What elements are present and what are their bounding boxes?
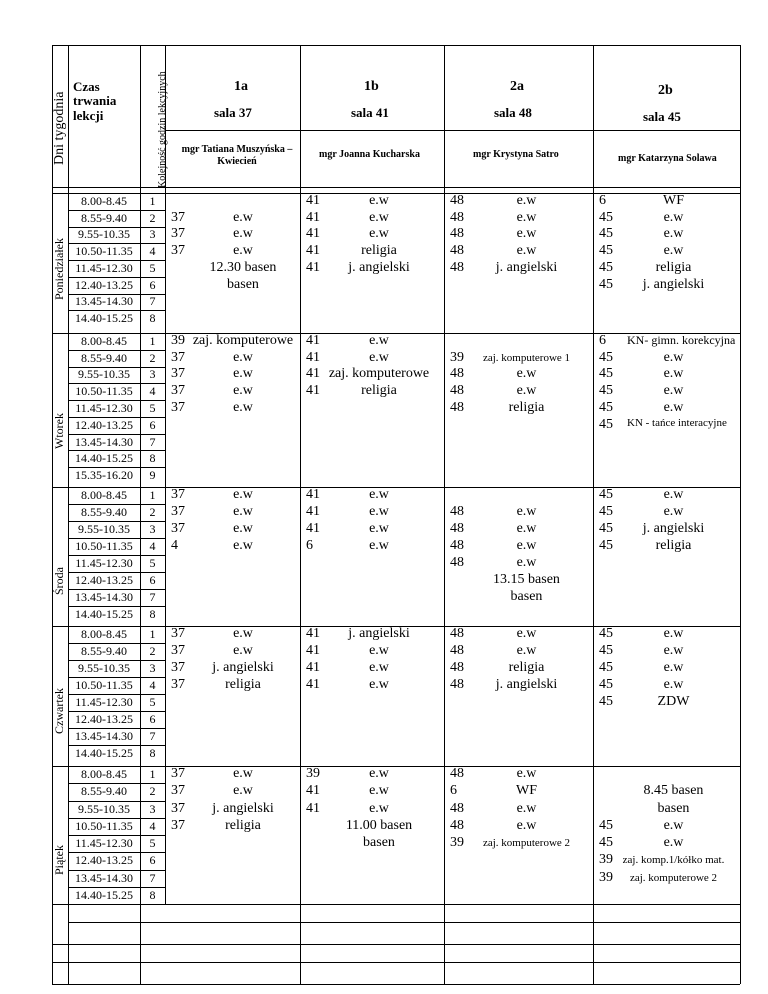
subject-cell: e.w [369,226,389,242]
lesson-number-cell: 8 [149,887,156,902]
subject-cell: j. angielski [348,626,410,641]
lesson-number-cell: 6 [149,277,156,292]
lesson-number-cell: 7 [149,434,156,449]
subject-cell: e.w [663,366,684,382]
room-cell: 45 [599,209,613,225]
room-cell: 45 [599,349,613,365]
room-cell: 45 [599,643,613,658]
subject-cell: e.w [663,349,684,365]
lesson-number-cell: 5 [149,836,156,851]
room-cell: 45 [599,400,613,415]
subject-cell: 12.30 basen [209,259,277,275]
subject-cell: basen [657,800,690,816]
subject-cell: 13.15 basen [493,572,560,587]
room-cell: 37 [171,783,185,799]
time-cell: 8.55-9.40 [81,644,127,658]
subject-cell: e.w [663,835,684,851]
days-column-header: Dni tygodnia [52,91,67,165]
lesson-number-cell: 6 [149,417,156,432]
time-cell: 11.45-12.30 [75,401,133,415]
room-cell: 41 [306,209,320,225]
time-cell: 9.55-10.35 [78,801,130,816]
time-cell: 8.00-8.45 [81,488,127,502]
subject-cell: e.w [369,766,389,782]
subject-cell: e.w [516,521,537,536]
room-cell: 48 [450,209,464,225]
day-name: Piątek [52,845,66,875]
room-cell: 41 [306,332,320,348]
room-cell: 37 [171,504,185,519]
room-cell: 37 [171,643,185,658]
room-cell: 41 [306,677,320,692]
lesson-number-cell: 9 [149,468,156,483]
class-2a-name: 2a [510,79,524,94]
time-cell: 9.55-10.35 [78,522,130,536]
lesson-number-cell: 7 [149,294,156,309]
lesson-number-cell: 7 [149,870,156,885]
lesson-number-cell: 4 [149,384,156,399]
subject-cell: j. angielski [348,259,410,275]
room-cell: 6 [599,192,606,208]
room-cell: 39 [306,766,320,782]
room-cell: 48 [450,259,464,275]
room-cell: 37 [171,800,185,816]
subject-cell: e.w [663,383,684,399]
subject-cell: e.w [369,783,389,799]
room-cell: 45 [599,817,613,833]
subject-cell: zaj. komputerowe 2 [482,837,571,850]
subject-cell: e.w [516,643,537,658]
lesson-number-cell: 6 [149,573,156,587]
room-cell: 48 [450,555,464,570]
lesson-number-cell: 3 [149,661,156,675]
subject-cell: e.w [663,660,684,675]
lesson-number-cell: 5 [149,401,156,415]
room-cell: 48 [450,626,464,641]
room-cell: 41 [306,366,320,382]
subject-cell: j. angielski [642,276,705,292]
lesson-number-cell: 3 [149,227,156,242]
time-cell: 14.40-15.25 [75,607,133,621]
time-cell: 8.00-8.45 [81,627,127,641]
room-cell: 45 [599,259,613,275]
class-2a-room: sala 48 [494,105,532,120]
room-cell: 41 [306,626,320,641]
time-cell: 10.50-11.35 [75,244,133,259]
room-cell: 45 [599,504,613,519]
subject-cell: e.w [369,332,389,348]
room-cell: 45 [599,383,613,399]
time-cell: 13.45-14.30 [75,294,133,309]
subject-cell: religia [508,400,545,415]
subject-cell: e.w [516,800,537,816]
time-cell: 8.55-9.40 [81,784,127,799]
room-cell: 41 [306,660,320,675]
room-cell: 41 [306,504,320,519]
room-cell: 48 [450,800,464,816]
lesson-number-cell: 3 [149,367,156,382]
subject-cell: e.w [233,209,253,225]
subject-cell: j. angielski [642,521,705,536]
room-cell: 48 [450,521,464,536]
subject-cell: religia [225,677,261,692]
room-cell: 48 [450,660,464,675]
class-1b-room: sala 41 [351,105,389,120]
lesson-number-cell: 1 [149,767,156,782]
day-name: Środa [52,567,66,595]
subject-cell: e.w [516,366,537,382]
room-cell: 39 [450,835,464,851]
time-cell: 9.55-10.35 [78,227,130,242]
room-cell: 37 [171,766,185,782]
room-cell: 6 [450,783,457,799]
subject-cell: e.w [233,521,253,536]
time-cell: 10.50-11.35 [75,539,133,553]
subject-cell: e.w [233,538,253,553]
room-cell: 37 [171,349,185,365]
lesson-number-cell: 7 [149,729,156,743]
time-cell: 10.50-11.35 [75,384,133,399]
subject-cell: zaj. komputerowe 2 [629,871,718,884]
room-cell: 37 [171,383,185,399]
room-cell: 45 [599,694,613,709]
lesson-number-cell: 8 [149,746,156,760]
subject-cell: religia [361,243,397,259]
room-cell: 48 [450,538,464,553]
subject-cell: zaj. komp.1/kółko mat. [622,854,725,867]
lesson-number-cell: 8 [149,451,156,466]
time-cell: 13.45-14.30 [75,434,133,449]
subject-cell: e.w [233,349,253,365]
lesson-number-cell: 4 [149,678,156,692]
room-cell: 37 [171,521,185,536]
subject-cell: 11.00 basen [345,817,413,833]
room-cell: 41 [306,383,320,399]
room-cell: 45 [599,487,613,502]
class-2b-teacher: mgr Katarzyna Solawa [618,153,717,164]
class-1a-name: 1a [234,79,248,94]
room-cell: 48 [450,226,464,242]
subject-cell: zaj. komputerowe [192,332,294,348]
lesson-number-cell: 8 [149,607,156,621]
lesson-number-cell: 5 [149,695,156,709]
day-name: Czwartek [52,688,66,734]
duration-column-header: Czas trwania lekcji [73,79,117,123]
subject-cell: e.w [516,383,537,399]
room-cell: 39 [450,349,464,365]
subject-cell: e.w [516,817,537,833]
time-cell: 12.40-13.25 [75,573,133,587]
lesson-number-cell: 8 [149,311,156,326]
lesson-number-cell: 7 [149,590,156,604]
room-cell: 41 [306,243,320,259]
subject-cell: religia [225,817,261,833]
room-cell: 45 [599,276,613,292]
room-cell: 6 [306,538,313,553]
room-cell: 37 [171,487,185,502]
lesson-number-cell: 1 [149,488,156,502]
time-cell: 13.45-14.30 [75,870,133,885]
subject-cell: e.w [233,783,253,799]
subject-cell: e.w [233,487,253,502]
time-cell: 8.55-9.40 [81,505,127,519]
lesson-number-cell: 1 [149,627,156,641]
subject-cell: e.w [233,383,253,399]
class-1a-teacher: mgr Tatiana Muszyńska – Kwiecień [181,144,293,167]
room-cell: 37 [171,366,185,382]
subject-cell: e.w [516,243,537,259]
room-cell: 48 [450,243,464,259]
room-cell: 37 [171,400,185,415]
room-cell: 45 [599,660,613,675]
subject-cell: basen [227,276,259,292]
room-cell: 48 [450,366,464,382]
time-cell: 12.40-13.25 [75,853,133,868]
lesson-number-cell: 4 [149,244,156,259]
subject-cell: e.w [369,538,389,553]
subject-cell: j. angielski [212,660,274,675]
room-cell: 48 [450,504,464,519]
lesson-number-cell: 3 [149,801,156,816]
subject-cell: e.w [663,209,684,225]
room-cell: 39 [171,332,185,348]
subject-cell: e.w [369,521,389,536]
lesson-number-cell: 1 [149,193,156,208]
subject-cell: e.w [516,555,537,570]
subject-cell: e.w [233,243,253,259]
subject-cell: e.w [233,366,253,382]
subject-cell: KN - tańce interacyjne [627,416,727,429]
subject-cell: e.w [516,192,537,208]
lesson-number-cell: 2 [149,784,156,799]
subject-cell: basen [510,589,543,604]
room-cell: 37 [171,209,185,225]
order-column-header: Kolejność godzin lekcyjnych [157,71,168,188]
time-cell: 14.40-15.25 [75,311,133,326]
subject-cell: e.w [233,400,253,415]
time-cell: 8.00-8.45 [81,767,127,782]
lesson-number-cell: 5 [149,556,156,570]
room-cell: 37 [171,243,185,259]
time-cell: 14.40-15.25 [75,451,133,466]
lesson-number-cell: 6 [149,712,156,726]
lesson-number-cell: 4 [149,818,156,833]
time-cell: 15.35-16.20 [75,468,133,483]
subject-cell: zaj. komputerowe [328,366,430,382]
subject-cell: e.w [516,504,537,519]
subject-cell: e.w [233,626,253,641]
room-cell: 45 [599,366,613,382]
room-cell: 45 [599,521,613,536]
room-cell: 39 [599,869,613,885]
subject-cell: e.w [369,643,389,658]
room-cell: 41 [306,259,320,275]
room-cell: 45 [599,416,613,432]
time-cell: 9.55-10.35 [78,367,130,382]
time-cell: 10.50-11.35 [75,818,133,833]
subject-cell: religia [361,383,397,399]
lesson-number-cell: 2 [149,505,156,519]
room-cell: 41 [306,349,320,365]
subject-cell: e.w [516,538,537,553]
time-cell: 8.55-9.40 [81,210,127,225]
subject-cell: e.w [369,349,389,365]
subject-cell: 8.45 basen [643,783,704,799]
room-cell: 41 [306,192,320,208]
room-cell: 6 [599,332,606,348]
class-1b-name: 1b [364,79,379,94]
time-cell: 13.45-14.30 [75,590,133,604]
subject-cell: e.w [369,677,389,692]
room-cell: 45 [599,835,613,851]
room-cell: 37 [171,626,185,641]
subject-cell: e.w [369,660,389,675]
subject-cell: e.w [369,192,389,208]
room-cell: 48 [450,192,464,208]
room-cell: 48 [450,400,464,415]
time-cell: 8.55-9.40 [81,350,127,365]
subject-cell: e.w [663,504,684,519]
class-2b-name: 2b [658,83,673,98]
subject-cell: religia [508,660,545,675]
subject-cell: e.w [663,677,684,692]
subject-cell: e.w [663,626,684,641]
time-cell: 11.45-12.30 [75,556,133,570]
lesson-number-cell: 2 [149,350,156,365]
subject-cell: WF [516,783,537,799]
lesson-number-cell: 1 [149,333,156,348]
room-cell: 48 [450,383,464,399]
subject-cell: e.w [663,487,684,502]
class-2a-teacher: mgr Krystyna Satro [473,149,559,160]
subject-cell: KN- gimn. korekcyjna [627,332,736,347]
subject-cell: e.w [233,504,253,519]
room-cell: 37 [171,226,185,242]
subject-cell: zaj. komputerowe 1 [482,351,571,364]
room-cell: 41 [306,226,320,242]
lesson-number-cell: 6 [149,853,156,868]
room-cell: 37 [171,660,185,675]
subject-cell: e.w [516,209,537,225]
subject-cell: e.w [663,226,684,242]
subject-cell: e.w [369,800,389,816]
lesson-number-cell: 3 [149,522,156,536]
subject-cell: e.w [663,643,684,658]
time-cell: 12.40-13.25 [75,712,133,726]
lesson-number-cell: 2 [149,210,156,225]
subject-cell: religia [655,259,692,275]
time-cell: 11.45-12.30 [75,260,133,275]
room-cell: 45 [599,226,613,242]
time-cell: 8.00-8.45 [81,193,127,208]
subject-cell: e.w [516,626,537,641]
room-cell: 41 [306,487,320,502]
time-cell: 10.50-11.35 [75,678,133,692]
time-cell: 8.00-8.45 [81,333,127,348]
subject-cell: e.w [233,226,253,242]
subject-cell: e.w [516,766,537,782]
room-cell: 48 [450,643,464,658]
subject-cell: e.w [233,643,253,658]
time-cell: 12.40-13.25 [75,417,133,432]
subject-cell: e.w [369,504,389,519]
lesson-number-cell: 2 [149,644,156,658]
room-cell: 39 [599,852,613,868]
subject-cell: e.w [516,226,537,242]
room-cell: 48 [450,677,464,692]
subject-cell: e.w [233,766,253,782]
subject-cell: j. angielski [212,800,274,816]
room-cell: 4 [171,538,178,553]
subject-cell: e.w [663,817,684,833]
subject-cell: religia [655,538,692,553]
class-2b-room: sala 45 [643,109,681,124]
time-cell: 11.45-12.30 [75,695,133,709]
subject-cell: j. angielski [495,259,558,275]
subject-cell: WF [663,192,684,208]
room-cell: 41 [306,783,320,799]
subject-cell: e.w [369,487,389,502]
subject-cell: e.w [369,209,389,225]
room-cell: 48 [450,817,464,833]
room-cell: 45 [599,538,613,553]
class-1a-room: sala 37 [214,105,252,120]
time-cell: 9.55-10.35 [78,661,130,675]
day-name: Wtorek [52,412,66,449]
room-cell: 48 [450,766,464,782]
lesson-number-cell: 5 [149,260,156,275]
time-cell: 12.40-13.25 [75,277,133,292]
room-cell: 41 [306,521,320,536]
room-cell: 37 [171,817,185,833]
subject-cell: j. angielski [495,677,558,692]
room-cell: 41 [306,643,320,658]
room-cell: 41 [306,800,320,816]
time-cell: 11.45-12.30 [75,836,133,851]
subject-cell: basen [363,835,395,851]
room-cell: 45 [599,677,613,692]
lesson-number-cell: 4 [149,539,156,553]
room-cell: 45 [599,626,613,641]
time-cell: 14.40-15.25 [75,746,133,760]
subject-cell: ZDW [657,694,690,709]
time-cell: 13.45-14.30 [75,729,133,743]
room-cell: 37 [171,677,185,692]
subject-cell: e.w [663,243,684,259]
class-1b-teacher: mgr Joanna Kucharska [319,149,420,160]
day-name: Poniedziałek [52,238,66,300]
time-cell: 14.40-15.25 [75,887,133,902]
room-cell: 45 [599,243,613,259]
subject-cell: e.w [663,400,684,415]
